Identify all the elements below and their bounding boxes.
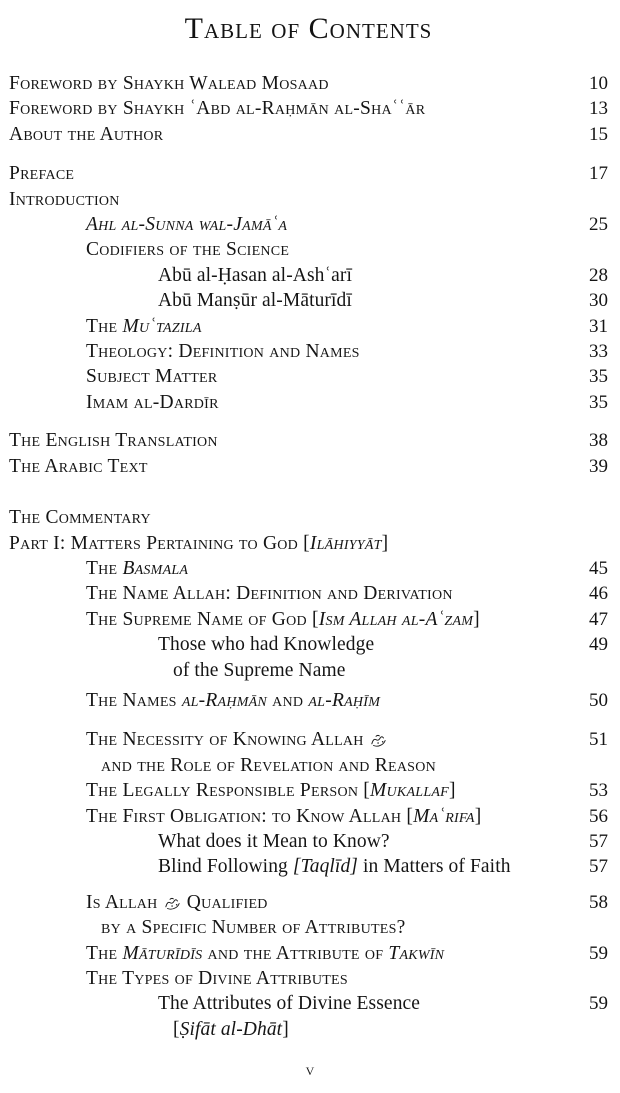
toc-entry-text [9,237,570,262]
toc-entry-text [9,187,570,212]
toc-page-number: 38 [589,430,608,452]
toc-text-segment: Ilāhiyyāt [309,532,382,554]
toc-entry-text [9,505,570,530]
toc-page-number: 10 [589,73,608,94]
toc-line [86,727,570,752]
toc-page-number: 15 [589,123,608,145]
toc-text-segment: The Attributes of Divine Essence [158,993,421,1015]
toc-page-number: 50 [589,689,608,711]
toc-text-segment: Takwīn [388,942,445,964]
toc-text-segment: Foreword by Shaykh ʿAbd al-Raḥmān al-Shaʿʿār [9,98,426,120]
toc-entry-text [9,212,570,237]
toc-line [9,531,570,556]
toc-line [158,829,570,854]
toc-text-segment: ] [473,608,480,630]
toc-text-segment: and [267,689,309,711]
toc-text-segment: of the Supreme Name [173,659,346,681]
toc-line [86,753,570,778]
toc-section [9,727,608,879]
toc-line [86,890,570,915]
toc-text-segment: What does it Mean to Know? [158,830,390,852]
toc-page-number: 53 [589,780,608,802]
toc-entry [9,161,608,186]
toc-text-segment: The Names [86,689,182,711]
toc-entry [9,364,608,389]
toc-line [158,632,570,657]
toc-entry-text [9,122,570,147]
toc-page-number: 59 [589,993,608,1015]
toc-entry [9,122,608,147]
toc-text-segment: The English Translation [9,430,218,452]
toc-entry [9,966,608,991]
toc-entry [9,804,608,829]
toc-entry [9,531,608,556]
toc-line [9,161,570,186]
toc-line [86,364,570,389]
toc-text-segment: Part I: Matters Pertaining to God [ [9,532,310,554]
toc-entry [9,581,608,606]
toc-text-segment: Mukallaf [370,780,449,802]
toc-text-segment: Ism Allah al-Aʿzam [318,608,474,630]
toc-line [158,991,570,1016]
toc-entry [9,727,608,778]
toc-text-segment: The [86,557,123,579]
toc-entry-text [9,966,570,991]
toc-entry [9,428,608,453]
toc-entry-text [9,314,570,339]
toc-page-number: 35 [589,391,608,413]
toc-entry [9,890,608,941]
toc-entry-text [9,607,570,632]
toc-text-segment: Qualified [181,891,268,913]
toc-text-segment: Theology: Definition and Names [86,341,360,363]
toc-text-segment: Foreword by Shaykh Walead Mosaad [9,73,329,94]
toc-text-segment: and the Role of Revelation and Reason [101,754,436,776]
toc-entry [9,96,608,121]
toc-text-segment: ] [282,1018,289,1040]
page-title: Table of Contents [184,12,433,45]
toc-entry-text [9,804,570,829]
toc-entry-text [9,581,570,606]
toc-line [86,607,570,632]
toc-page-number: 59 [589,942,608,964]
toc-entry-text [9,161,570,186]
toc-line [158,854,570,879]
toc-entry [9,688,608,713]
toc-entry [9,505,608,530]
toc-section [9,505,608,683]
toc-line [86,339,570,364]
toc-section [9,71,608,147]
toc-entry-text [9,941,570,966]
toc-page-number: 31 [589,315,608,337]
toc-entry-text [9,854,570,879]
toc-text-segment: Ṣifāt al-Dhāt [179,1018,283,1040]
toc-entry-text [9,727,570,778]
toc-text-segment: Imam al-Dardīr [86,391,219,413]
toc-text-segment: and the Attribute of [202,942,389,964]
toc-text-segment: Is Allah [86,891,163,913]
toc-line [158,263,570,288]
toc-line [9,96,570,121]
toc-page-number: 56 [589,805,608,827]
toc-entry [9,632,608,683]
toc-line [86,314,570,339]
toc-page-number: 35 [589,366,608,388]
toc-text-segment: by a Specific Number of Attributes? [101,917,406,939]
toc-section [9,428,608,479]
toc-entry-text [9,778,570,803]
toc-entry-text [9,632,570,683]
toc-text-segment: Subject Matter [86,366,218,388]
toc-entry-text [9,531,570,556]
toc-entry-text [9,71,570,96]
toc-page-number: 58 [589,891,608,913]
toc-entry-text [9,688,570,713]
toc-text-segment: al-Raḥīm [308,689,381,711]
toc-entry-text [9,556,570,581]
toc-text-segment: ] [381,532,389,554]
toc-line [86,556,570,581]
toc-page-number: 47 [589,608,608,630]
toc-text-segment: Maʿrifa [413,805,475,827]
toc-entry-text [9,364,570,389]
toc-entry [9,288,608,313]
toc-text-segment: The [86,315,123,337]
toc-line [9,428,570,453]
toc-list [9,71,608,1042]
toc-line [9,505,570,530]
toc-text-segment: The First Obligation: to Know Allah [ [86,805,414,827]
toc-page-number: 39 [589,455,608,477]
toc-text-segment: Those who had Knowledge [158,634,375,656]
toc-page-number: 46 [589,583,608,605]
toc-text-segment: Introduction [9,188,120,210]
toc-line [86,581,570,606]
toc-page-number: 13 [589,98,608,120]
toc-text-segment: The Supreme Name of God [ [86,608,319,630]
toc-line [86,688,570,713]
toc-entry [9,212,608,237]
toc-line [9,454,570,479]
toc-entry-text [9,991,570,1042]
toc-text-segment: ] [474,805,482,827]
toc-line [86,778,570,803]
toc-line [9,187,570,212]
toc-text-segment: in Matters of Faith [358,856,511,878]
toc-line [86,237,570,262]
toc-text-segment: The Types of Divine Attributes [86,968,348,989]
toc-page-number: 17 [589,163,608,185]
toc-text-segment: Māturīdīs [122,942,203,964]
toc-text-segment: The Name Allah: Definition and Derivation [86,583,453,605]
allah-honorific-icon [370,727,387,752]
toc-line [158,1017,570,1042]
toc-text-segment: The Necessity of Knowing Allah [86,729,369,751]
toc-line [86,966,570,991]
toc-page-number: 57 [589,830,608,852]
toc-entry-text [9,339,570,364]
toc-page-number: 25 [589,214,608,236]
toc-entry-text [9,890,570,941]
toc-section [9,161,608,415]
toc-text-segment: About the Author [9,123,164,145]
toc-entry [9,941,608,966]
toc-entry [9,263,608,288]
toc-text-segment: Muʿtazila [122,315,202,337]
toc-line [9,122,570,147]
toc-page-number: 33 [589,341,608,363]
toc-line [158,288,570,313]
folio-page-number: v [305,1060,315,1079]
toc-text-segment: Ahl al-Sunna wal-Jamāʿa [86,214,288,236]
toc-entry [9,829,608,854]
toc-page-number: 45 [589,557,608,579]
toc-entry-text [9,428,570,453]
toc-page-number: 57 [589,856,608,878]
toc-text-segment: [ [173,1018,180,1040]
allah-honorific-icon [164,890,181,915]
toc-line [86,390,570,415]
toc-text-segment: The Commentary [9,507,151,529]
toc-text-segment: al-Raḥmān [181,689,268,711]
toc-entry [9,454,608,479]
toc-text-segment: ] [448,780,456,802]
toc-line [158,658,570,683]
toc-text-segment: The [86,942,123,964]
toc-line [86,804,570,829]
toc-entry-text [9,390,570,415]
toc-page-number: 51 [589,729,608,751]
toc-entry [9,854,608,879]
toc-entry-text [9,96,570,121]
toc-text-segment: Preface [9,163,75,185]
toc-section [9,688,608,713]
toc-text-segment: The Arabic Text [9,455,148,477]
toc-text-segment: Basmala [122,557,189,579]
toc-entry [9,991,608,1042]
toc-entry [9,187,608,212]
toc-page-number: 49 [589,634,608,656]
toc-entry-text [9,263,570,288]
toc-entry-text [9,454,570,479]
toc-line [86,212,570,237]
toc-entry [9,778,608,803]
toc-entry-text [9,829,570,854]
toc-entry [9,237,608,262]
toc-entry [9,339,608,364]
toc-entry-text [9,288,570,313]
toc-text-segment: [Taqlīd] [292,856,358,878]
toc-section [9,890,608,1042]
toc-line [9,71,570,96]
toc-entry [9,314,608,339]
toc-entry [9,71,608,96]
toc-text-segment: Abū Manṣūr al-Māturīdī [158,290,352,312]
toc-page-number: 30 [589,290,608,312]
toc-entry [9,556,608,581]
toc-text-segment: Blind Following [158,856,293,878]
toc-page-number: 28 [589,264,608,286]
toc-text-segment: Codifiers of the Science [86,239,290,261]
toc-line [86,915,570,940]
toc-line [86,941,570,966]
toc-entry [9,390,608,415]
toc-text-segment: Abū al-Ḥasan al-Ashʿarī [158,264,352,286]
toc-text-segment: The Legally Responsible Person [ [86,780,371,802]
toc-entry [9,607,608,632]
